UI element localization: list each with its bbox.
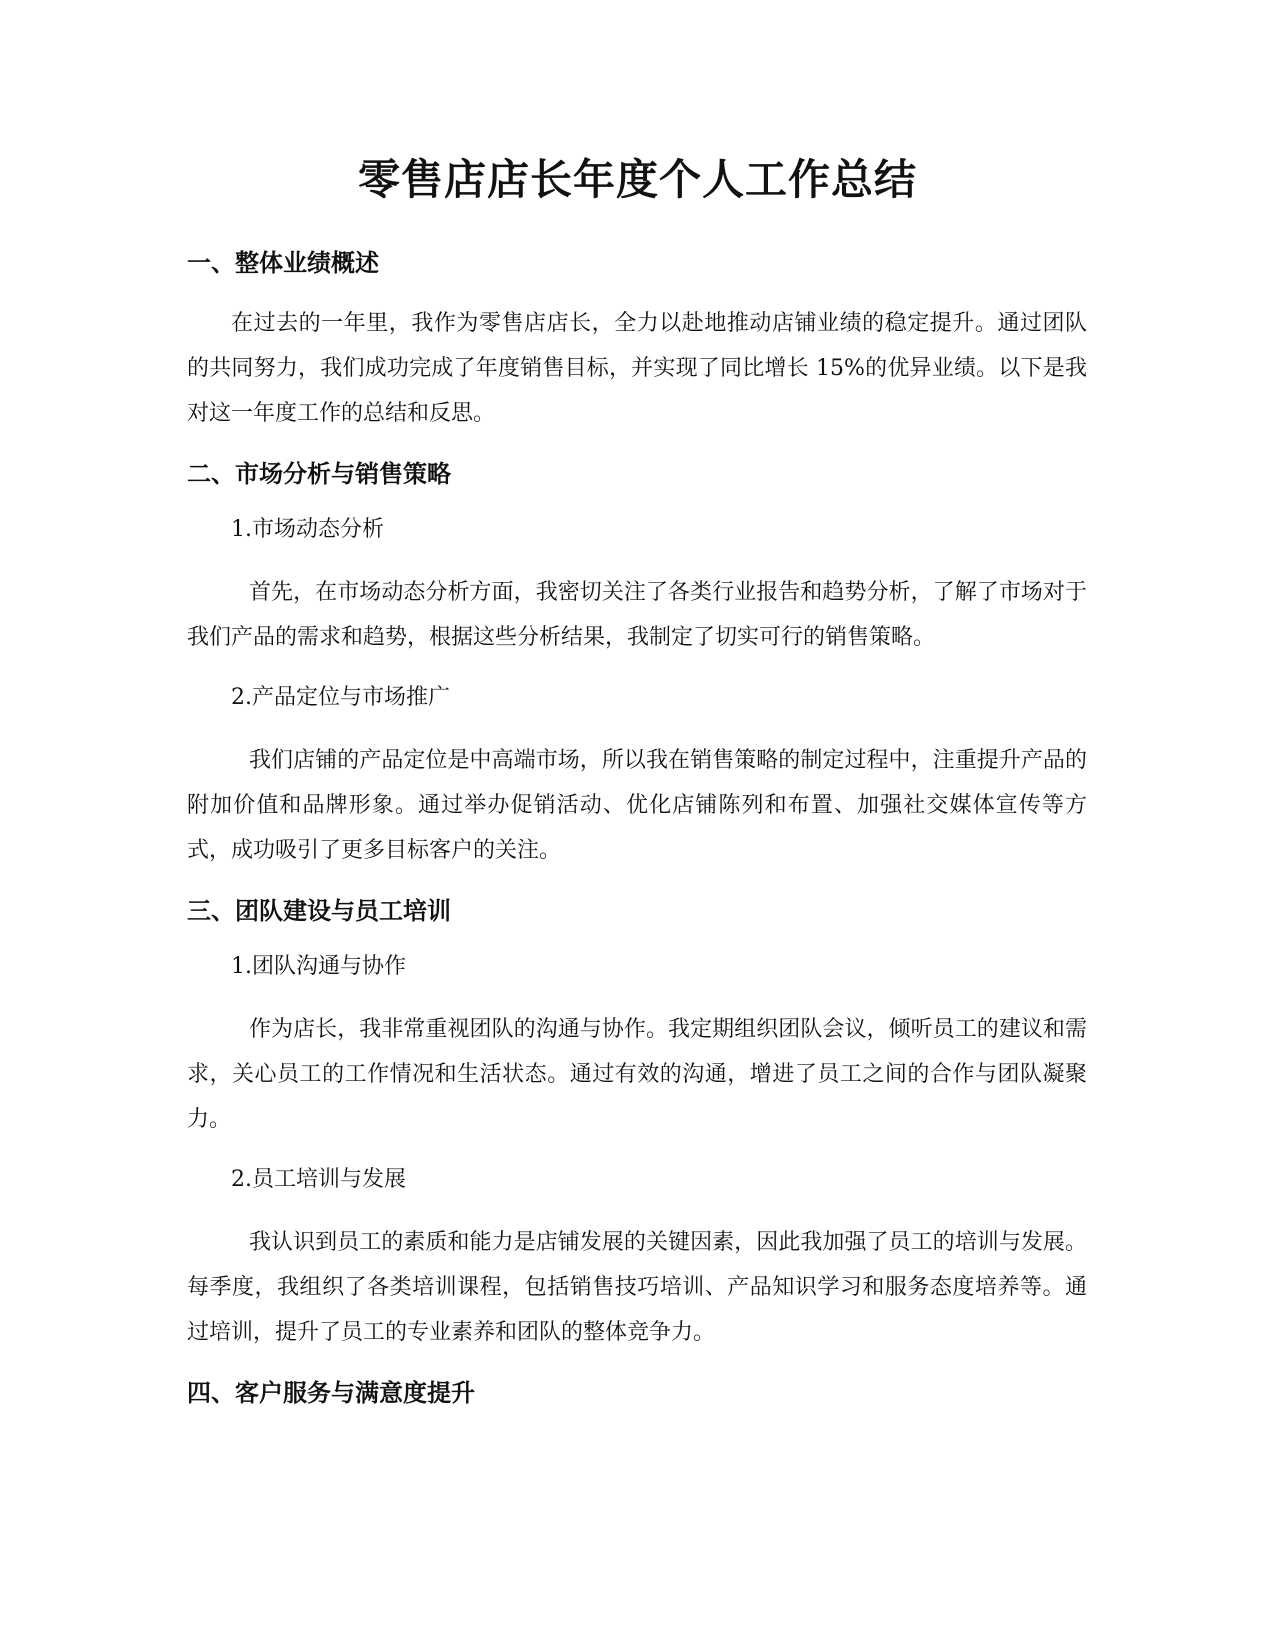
section-team-building bbox=[187, 893, 1087, 1355]
subsection-heading: 1.市场动态分析 bbox=[231, 517, 384, 542]
section-heading: 三、团队建设与员工培训 bbox=[187, 897, 451, 925]
section-heading: 四、客户服务与满意度提升 bbox=[187, 1379, 475, 1407]
subsection-paragraph: 我认识到员工的素质和能力是店铺发展的关键因素，因此我加强了员工的培训与发展。每季度，我组织了各类培训课程，包括销售技巧培训、产品知识学习和服务态度培养等。通过培训，提升了员工的专业素养和团队的整体竞争力。 bbox=[187, 1230, 1087, 1345]
subsection-heading: 2.产品定位与市场推广 bbox=[231, 685, 450, 710]
subsection-paragraph: 作为店长，我非常重视团队的沟通与协作。我定期组织团队会议，倾听员工的建议和需求，关心员工的工作情况和生活状态。通过有效的沟通，增进了员工之间的合作与团队凝聚力。 bbox=[187, 1017, 1087, 1132]
section-performance-overview bbox=[187, 245, 1087, 436]
section-customer-service bbox=[187, 1375, 1087, 1411]
section-heading: 二、市场分析与销售策略 bbox=[187, 460, 451, 488]
subsection-paragraph: 我们店铺的产品定位是中高端市场，所以我在销售策略的制定过程中，注重提升产品的附加价值和品牌形象。通过举办促销活动、优化店铺陈列和布置、加强社交媒体宣传等方式，成功吸引了更多目标客户的关注。 bbox=[187, 748, 1087, 863]
section-heading: 一、整体业绩概述 bbox=[187, 249, 379, 277]
section-market-analysis bbox=[187, 456, 1087, 873]
document-title: 零售店店长年度个人工作总结 bbox=[357, 155, 917, 204]
section-paragraph: 在过去的一年里，我作为零售店店长，全力以赴地推动店铺业绩的稳定提升。通过团队的共同努力，我们成功完成了年度销售目标，并实现了同比增长 15%的优异业绩。以下是我对这一年度工作的总结和反思。 bbox=[187, 311, 1087, 426]
subsection-paragraph: 首先，在市场动态分析方面，我密切关注了各类行业报告和趋势分析，了解了市场对于我们产品的需求和趋势，根据这些分析结果，我制定了切实可行的销售策略。 bbox=[187, 580, 1087, 650]
document-body bbox=[187, 245, 1087, 1431]
subsection-heading: 2.员工培训与发展 bbox=[231, 1167, 406, 1192]
subsection-heading: 1.团队沟通与协作 bbox=[231, 954, 406, 979]
